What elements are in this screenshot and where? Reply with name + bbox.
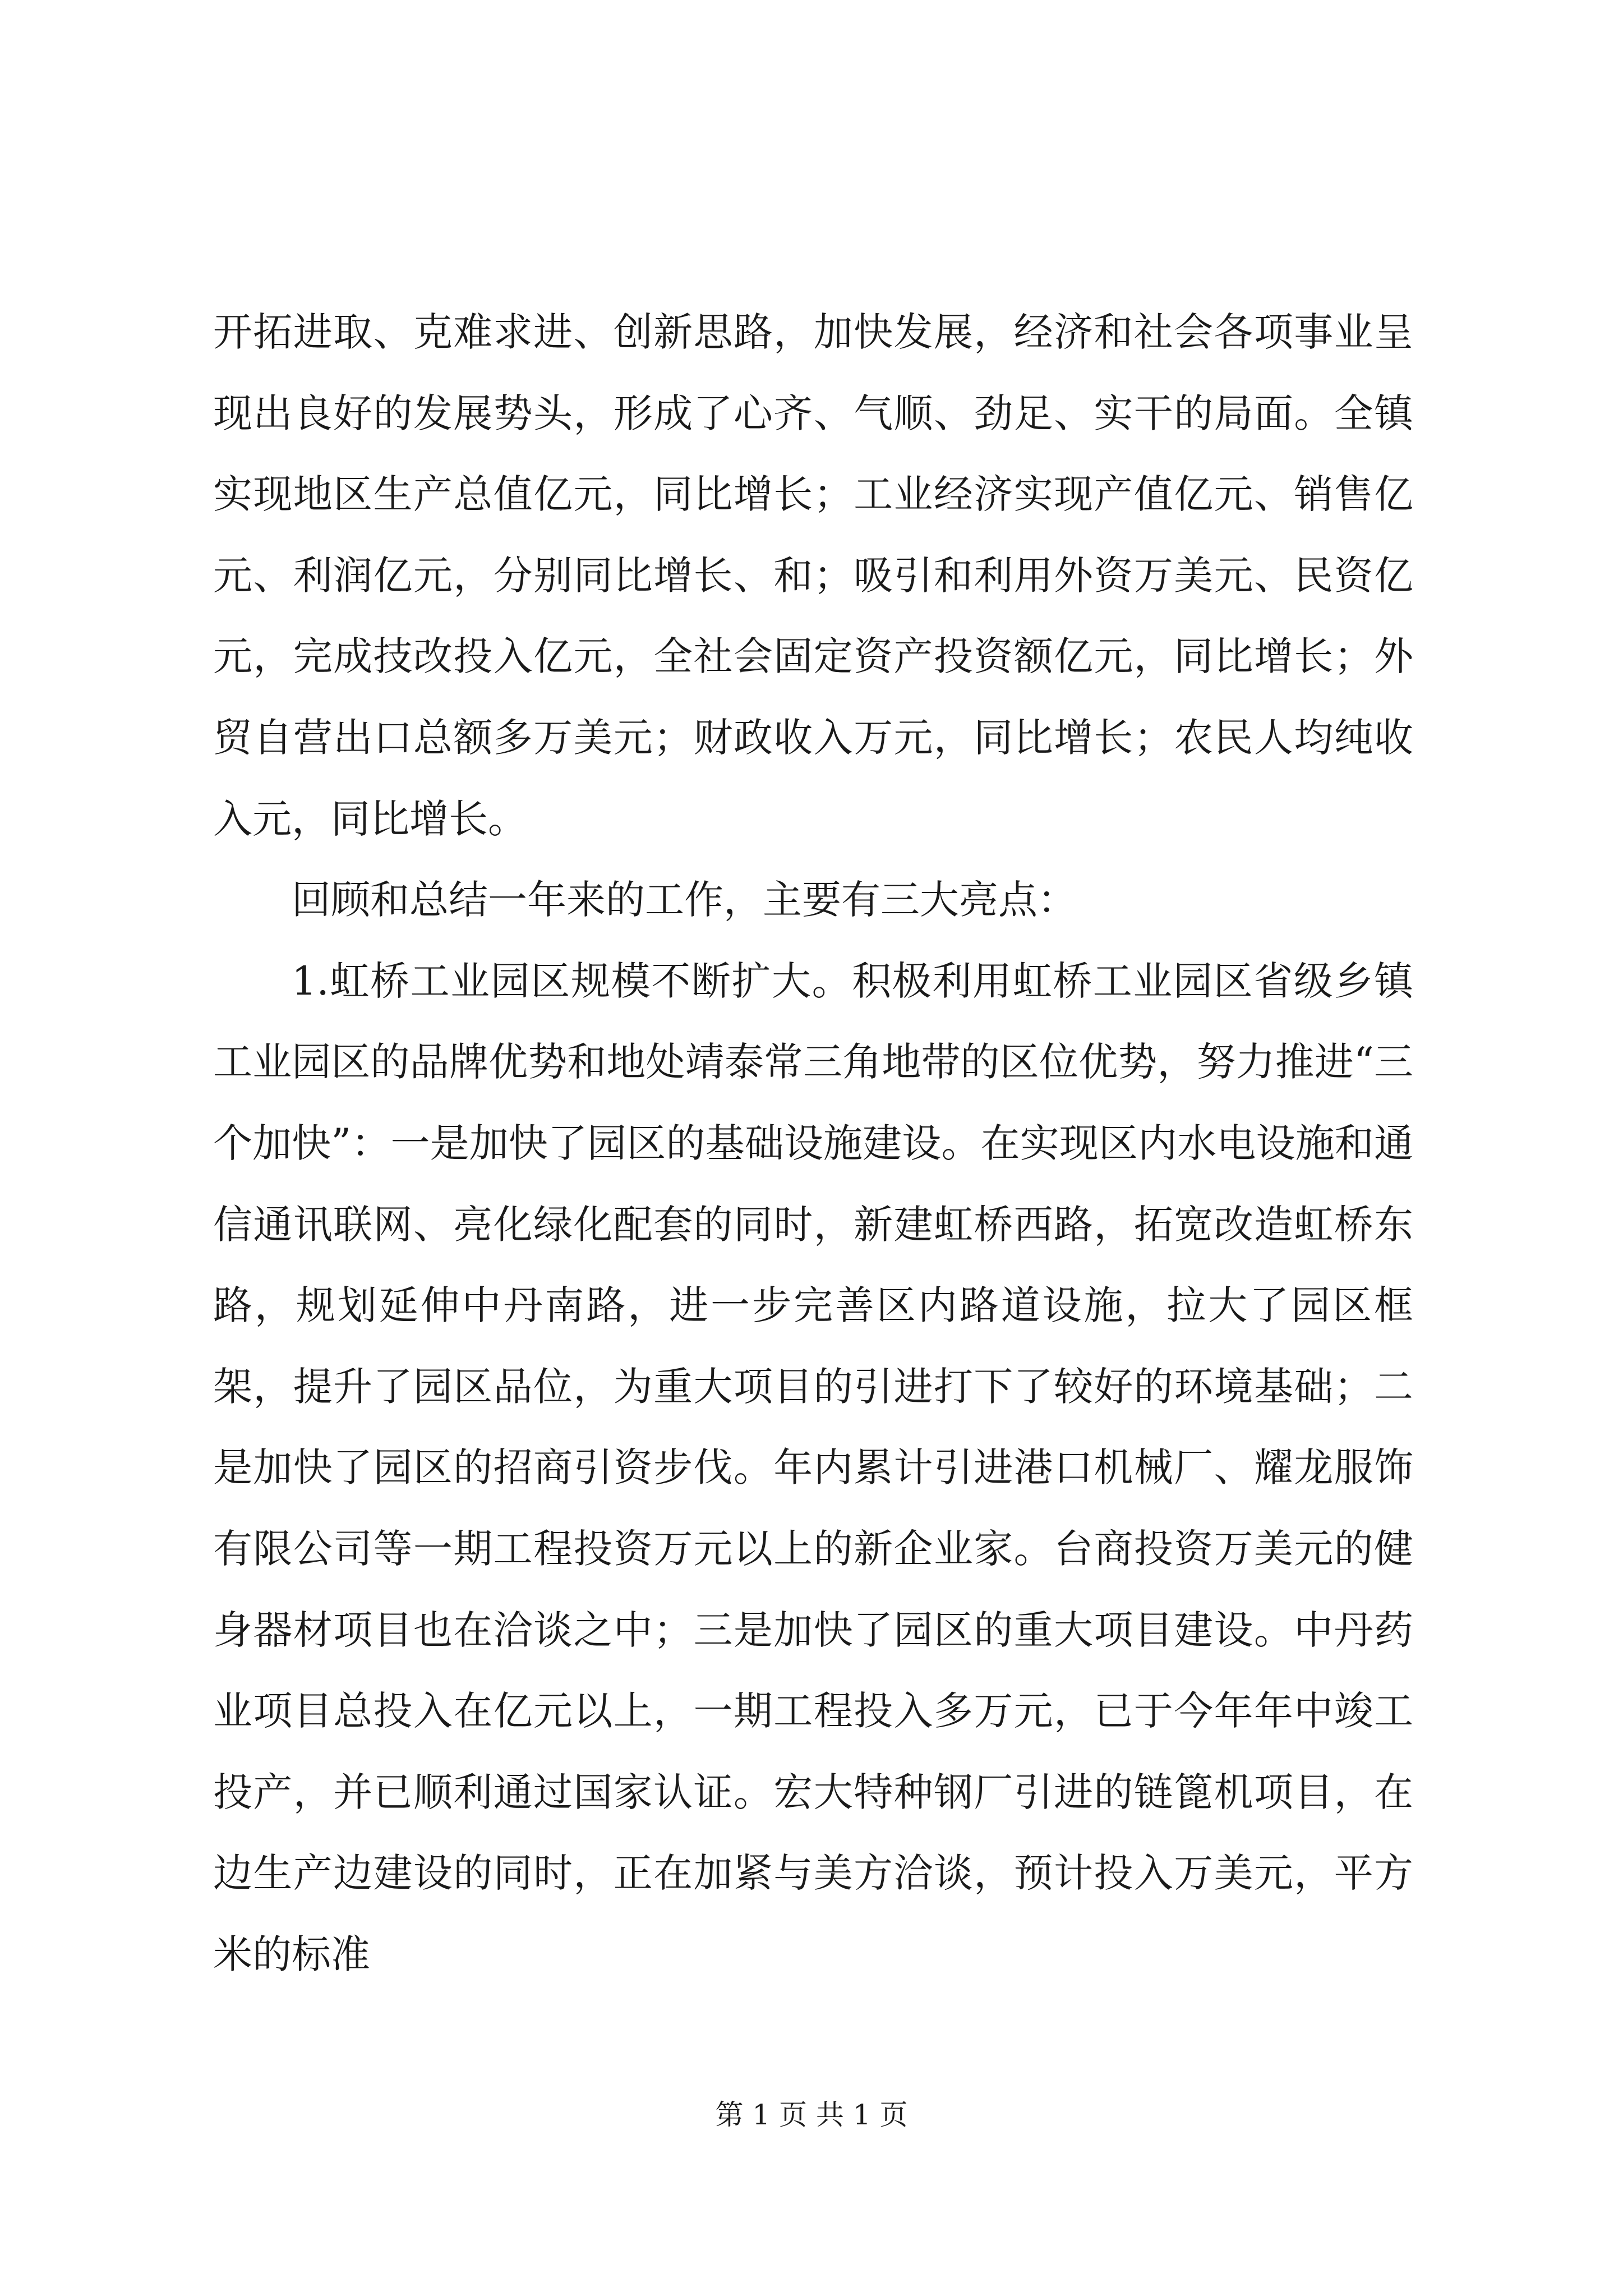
document-body [213,292,1413,1995]
paragraph-1: 开拓进取、克难求进、创新思路，加快发展，经济和社会各项事业呈现出良好的发展势头，形成了心齐、气顺、劲足、实干的局面。全镇实现地区生产总值亿元，同比增长；工业经济实现产值亿元、销售亿元、利润亿元，分别同比增长、和；吸引和利用外资万美元、民资亿元，完成技改投入亿元，全社会固定资产投资额亿元，同比增长；外贸自营出口总额多万美元；财政收入万元，同比增长；农民人均纯收入元，同比增长。 [213,309,1413,842]
paragraph-2: 回顾和总结一年来的工作，主要有三大亮点： [292,877,1077,923]
page-footer [0,2095,1623,2134]
page-number-label: 第 1 页 共 1 页 [715,2099,908,2131]
paragraph-3: 1.虹桥工业园区规模不断扩大。积极利用虹桥工业园区省级乡镇工业园区的品牌优势和地处靖泰常三角地带的区位优势，努力推进“三个加快”：一是加快了园区的基础设施建设。在实现区内水电设施和通信通讯联网、亮化绿化配套的同时，新建虹桥西路，拓宽改造虹桥东路，规划延伸中丹南路，进一步完善区内路道设施，拉大了园区框架，提升了园区品位，为重大项目的引进打下了较好的环境基础；二是加快了园区的招商引资步伐。年内累计引进港口机械厂、耀龙服饰有限公司等一期工程投资万元以上的新企业家。台商投资万美元的健身器材项目也在洽谈之中；三是加快了园区的重大项目建设。中丹药业项目总投入在亿元以上，一期工程投入多万元，已于今年年中竣工投产，并已顺利通过国家认证。宏大特种钢厂引进的链篦机项目，在边生产边建设的同时，正在加紧与美方洽谈，预计投入万美元，平方米的标准 [213,958,1413,1977]
